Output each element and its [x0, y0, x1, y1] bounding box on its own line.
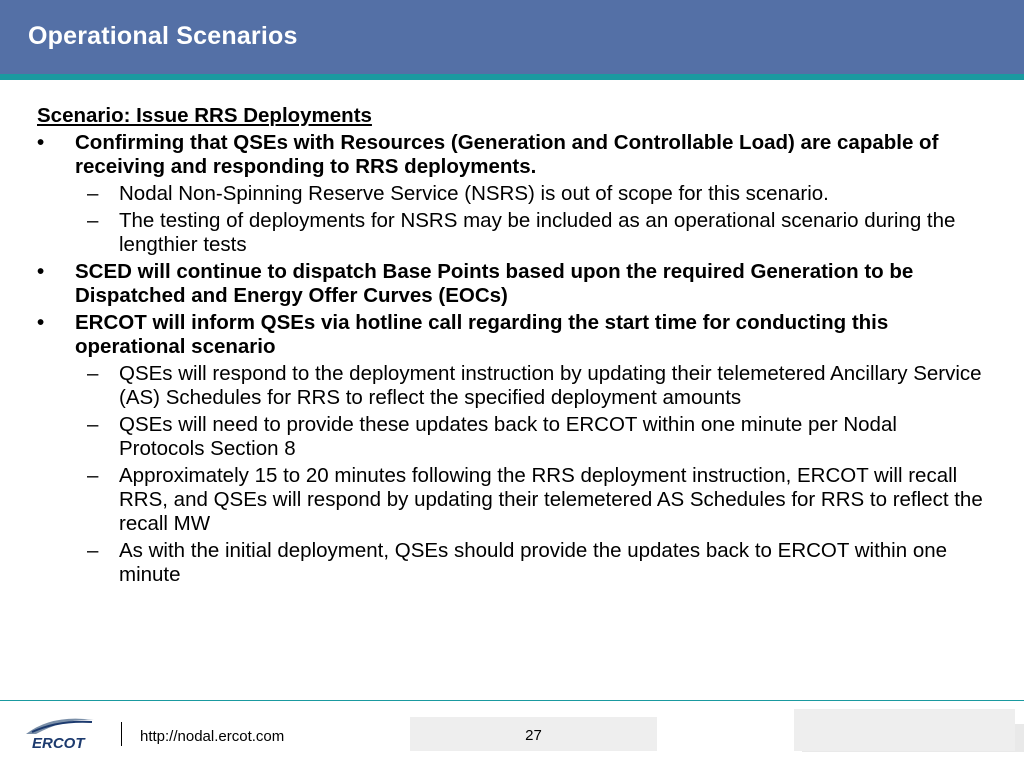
bullet-item	[37, 260, 987, 308]
sub-bullet-marker: –	[87, 413, 99, 436]
sub-bullet-text: Nodal Non-Spinning Reserve Service (NSRS) is out of scope for this scenario.	[119, 182, 829, 205]
bullet-item	[37, 131, 987, 179]
sub-bullet-marker: –	[87, 539, 99, 562]
sub-bullet-marker: –	[87, 362, 99, 385]
header-stripe	[0, 74, 1024, 80]
page-number: 27	[525, 727, 542, 744]
slide-body	[37, 104, 987, 587]
sub-bullet-text: As with the initial deployment, QSEs should provide the updates back to ERCOT within one minute	[119, 539, 948, 586]
sub-bullet-item	[37, 464, 987, 536]
bullet-text: SCED will continue to dispatch Base Points based upon the required Generation to be Dispatched and Energy Offer Curves (EOCs)	[75, 260, 914, 307]
sub-bullet-item	[37, 182, 987, 206]
footer-placeholder-box	[794, 709, 1015, 751]
sub-bullet-marker: –	[87, 182, 99, 205]
logo-wordmark: ERCOT	[32, 735, 85, 752]
sub-bullet-text: Approximately 15 to 20 minutes following the RRS deployment instruction, ERCOT will recall RRS, and QSEs will respond by updating their telemetered AS Schedules for RRS to reflect the recall MW	[119, 464, 983, 535]
bullet-item	[37, 311, 987, 359]
bullet-marker: •	[37, 260, 45, 283]
sub-bullet-text: The testing of deployments for NSRS may be included as an operational scenario during the lengthier tests	[119, 209, 956, 256]
page-number-box	[410, 717, 657, 751]
slide-title: Operational Scenarios	[28, 22, 298, 50]
footer-rule	[0, 700, 1024, 701]
sub-bullet-marker: –	[87, 209, 99, 232]
sub-bullet-text: QSEs will respond to the deployment instruction by updating their telemetered Ancillary Service (AS) Schedules for RRS to reflect the specified deployment amounts	[119, 362, 982, 409]
sub-bullet-item	[37, 209, 987, 257]
scenario-heading: Scenario: Issue RRS Deployments	[37, 104, 372, 127]
footer-divider	[121, 722, 122, 746]
bullet-marker: •	[37, 311, 45, 334]
sub-bullet-text: QSEs will need to provide these updates back to ERCOT within one minute per Nodal Protocols Section 8	[119, 413, 897, 460]
sub-bullet-item	[37, 413, 987, 461]
bullet-marker: •	[37, 131, 45, 154]
sub-bullet-item	[37, 539, 987, 587]
sub-bullet-item	[37, 362, 987, 410]
sub-bullet-marker: –	[87, 464, 99, 487]
bullet-text: ERCOT will inform QSEs via hotline call regarding the start time for conducting this operational scenario	[75, 311, 889, 358]
footer-url-link[interactable]: http://nodal.ercot.com	[140, 728, 285, 745]
bullet-text: Confirming that QSEs with Resources (Generation and Controllable Load) are capable of receiving and responding to RRS deployments.	[75, 131, 939, 178]
ercot-logo	[22, 712, 102, 752]
